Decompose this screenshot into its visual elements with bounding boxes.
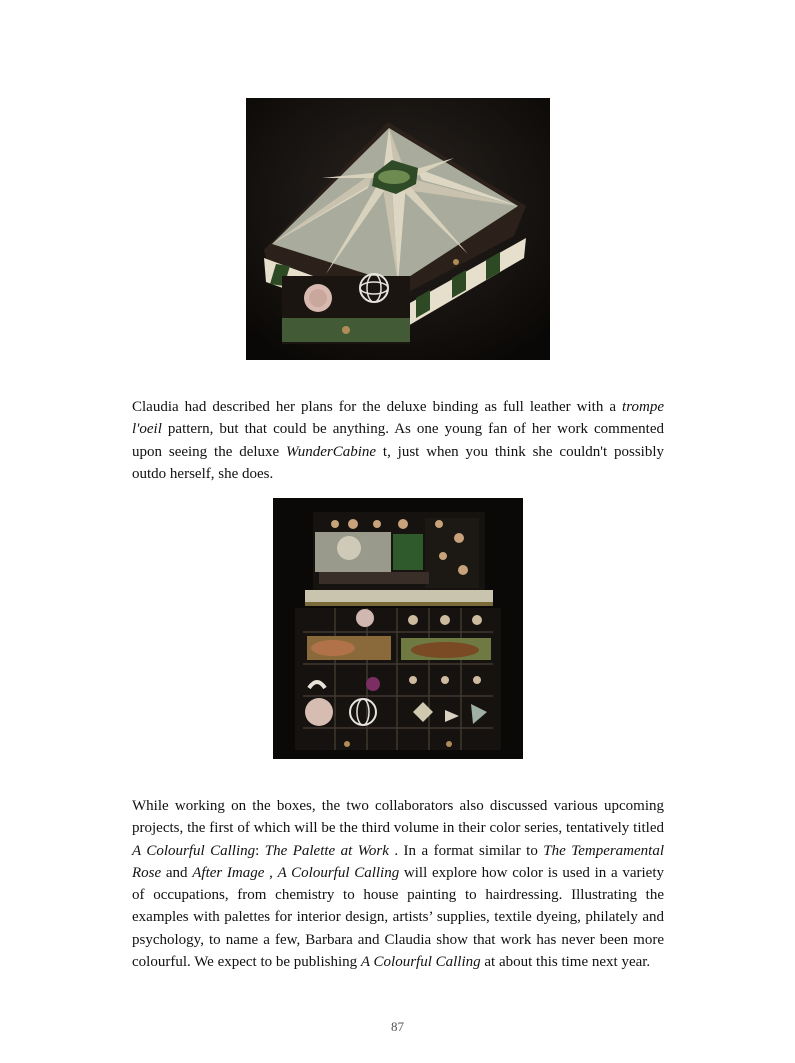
- text-run: and: [161, 864, 193, 881]
- box-photo-closed: [246, 98, 550, 360]
- page-number: 87: [391, 1019, 404, 1034]
- italic-title: WunderCabine: [286, 443, 377, 460]
- paragraph-deluxe-binding: [132, 396, 664, 485]
- italic-title: After Image: [192, 864, 265, 881]
- text-run: will explore how color is used in a variety of occupations, from chemistry to house painting to hairdressing. Illustrating the examples with palettes for interior design, artists’ supplies, textile dyeing, philately and psychology, to name a few, Barbara and Claudia show that work has never been more colourful. We expect to be publishing: [132, 864, 664, 971]
- italic-title: The Temperamental Rose: [132, 842, 665, 881]
- paragraph-upcoming-projects: [132, 795, 664, 973]
- wunderkammer-box-closed-photo: [246, 98, 550, 360]
- text-run: t, just when you think she couldn't possibly outdo herself, she does.: [132, 443, 664, 482]
- text-run: ,: [264, 864, 278, 881]
- text-run: While working on the boxes, the two collaborators also discussed various upcoming projects, the first of which will be the third volume in their color series, tentatively titled: [132, 798, 664, 837]
- italic-title: A Colourful Calling: [277, 864, 400, 881]
- text-run: . In a format similar to: [388, 842, 544, 859]
- italic-term: trompe l'oeil: [132, 399, 664, 438]
- text-run: at about this time next year.: [480, 954, 651, 971]
- italic-title: The Palette at Work: [264, 842, 389, 859]
- text-run: pattern, but that could be anything. As one young fan of her work commented upon seeing the deluxe: [132, 421, 664, 460]
- text-run: :: [255, 842, 265, 859]
- italic-title: A Colourful Calling: [132, 842, 256, 859]
- wunderkammer-box-open-drawers-photo: [273, 498, 523, 759]
- italic-title: A Colourful Calling: [360, 954, 481, 971]
- text-run: Claudia had described her plans for the deluxe binding as full leather with a: [132, 399, 623, 415]
- box-photo-open-drawers: [273, 498, 523, 759]
